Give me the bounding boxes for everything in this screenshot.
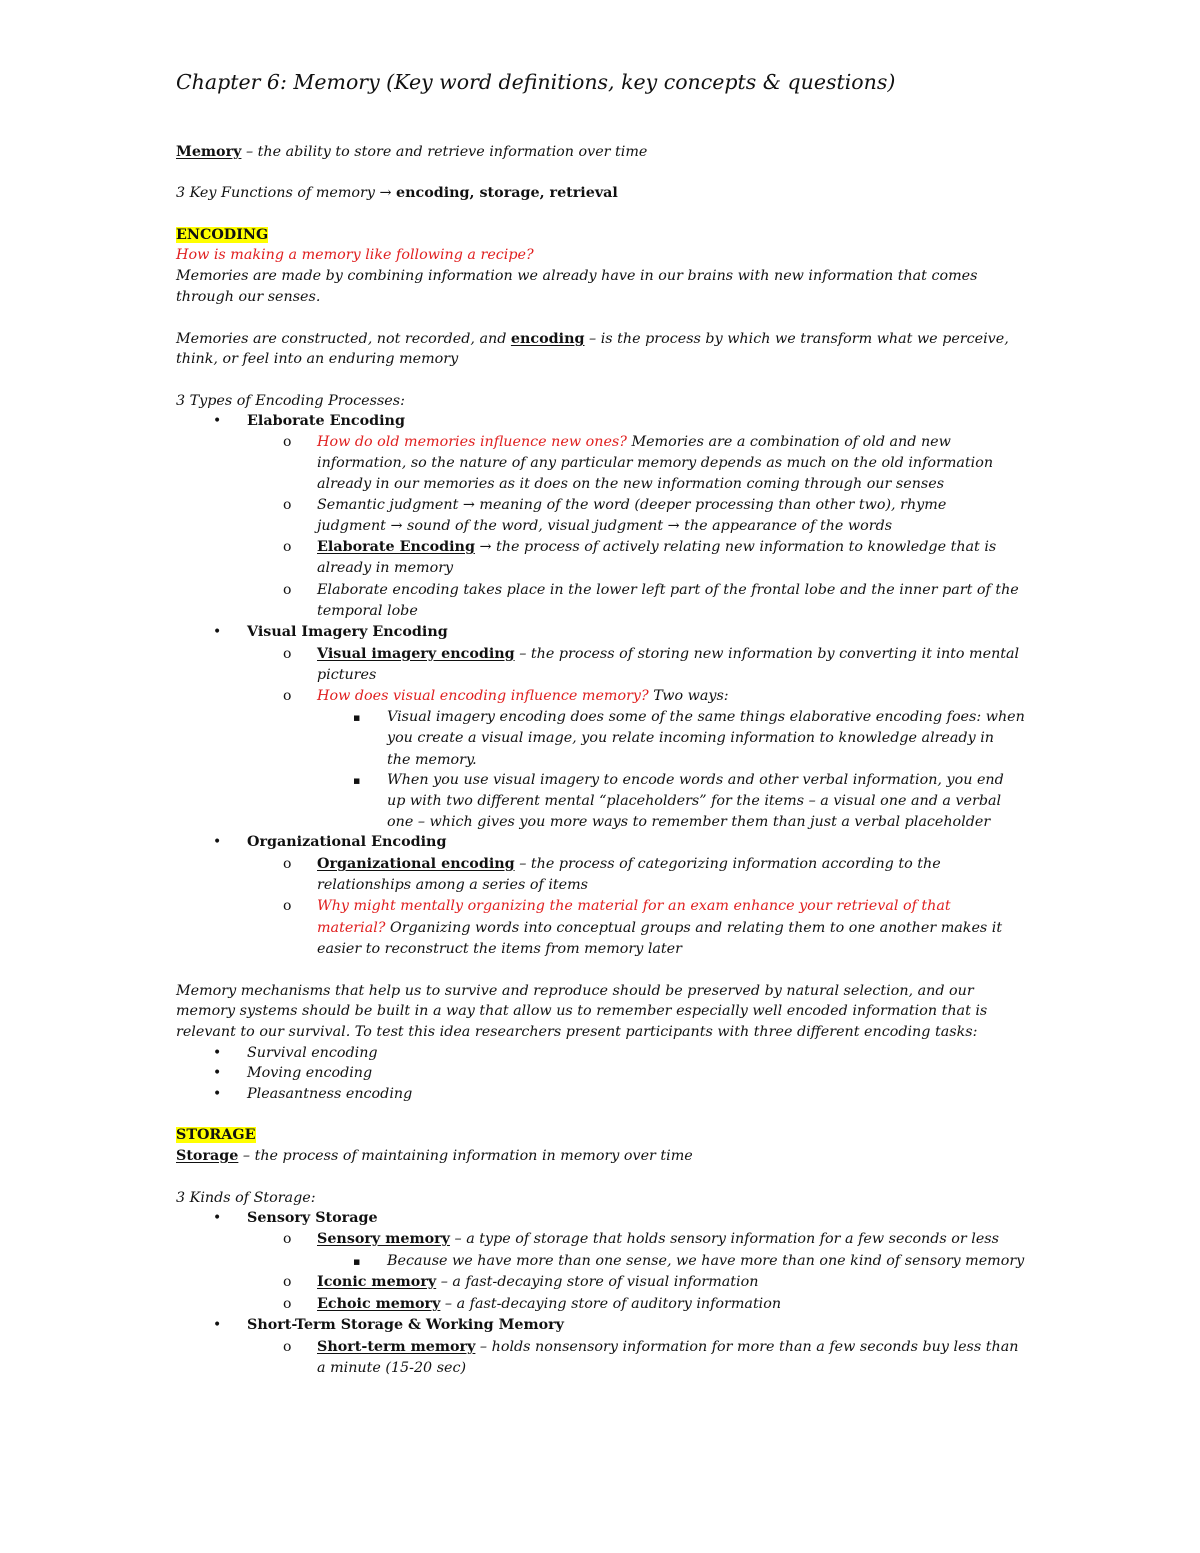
circle-bullet-icon: o <box>283 582 292 598</box>
bullet-icon: • <box>213 1210 222 1226</box>
visual-sub-2-line-2: up with two different mental “placeholders” for the items – a visual one and a verbal <box>387 793 1002 809</box>
elaborate-point-4: Elaborate encoding takes place in the lower left part of the frontal lobe and the inner part of the <box>317 582 1019 598</box>
circle-bullet-icon: o <box>283 1339 292 1355</box>
circle-bullet-icon: o <box>283 856 292 872</box>
memory-def-text: – the ability to store and retrieve information over time <box>241 144 648 160</box>
constructed-pre: Memories are constructed, not recorded, and <box>176 331 511 347</box>
storage-heading: STORAGE <box>176 1127 256 1143</box>
visual-sub-1-line-2: you create a visual image, you relate incoming information to knowledge already in <box>387 730 994 746</box>
memory-definition <box>176 142 647 163</box>
circle-bullet-icon: o <box>283 434 292 450</box>
constructed-post: – is the process by which we transform what we perceive, <box>584 331 1009 347</box>
elaborate-question: How do old memories influence new ones? <box>317 434 627 450</box>
organizational-heading: Organizational Encoding <box>247 834 447 850</box>
organizational-point-2-line-3: easier to reconstruct the items from memory later <box>317 941 682 957</box>
encoding-question: How is making a memory like following a recipe? <box>176 247 534 263</box>
page-title: Chapter 6: Memory (Key word definitions, key concepts & questions) <box>176 70 896 94</box>
constructed-line-2: think, or feel into an enduring memory <box>176 351 459 367</box>
encoding-heading-line <box>176 225 268 246</box>
visual-question: How does visual encoding influence memory? <box>317 688 649 704</box>
visual-point-1 <box>317 644 1019 665</box>
organizational-point-2-line-2 <box>317 918 1002 939</box>
organizational-question-end: material? <box>317 920 386 936</box>
visual-def: – the process of storing new information by converting it into mental <box>514 646 1020 662</box>
circle-bullet-icon: o <box>283 898 292 914</box>
elaborate-point-2: Semantic judgment → meaning of the word (deeper processing than other two), rhyme <box>317 497 947 513</box>
storage-def: – the process of maintaining information in memory over time <box>238 1148 693 1164</box>
bullet-icon: • <box>213 624 222 640</box>
organizational-answer: Organizing words into conceptual groups and relating them to one another makes it <box>385 920 1003 936</box>
organizational-point-1-line-2: relationships among a series of items <box>317 877 588 893</box>
iconic-def: – a fast-decaying store of visual information <box>436 1274 759 1290</box>
encoding-term: encoding <box>510 331 585 347</box>
square-bullet-icon: ▪ <box>353 1255 361 1268</box>
sensory-point-1 <box>317 1229 999 1250</box>
sensory-heading: Sensory Storage <box>247 1210 378 1226</box>
elaborate-point-3-line-2: already in memory <box>317 560 454 576</box>
elaborate-point-4-line-2: temporal lobe <box>317 603 418 619</box>
elaborate-term: Elaborate Encoding <box>317 539 475 555</box>
bullet-icon: • <box>213 1086 222 1102</box>
elaborate-point-1-line-2: information, so the nature of any particular memory depends as much on the old information <box>317 455 994 471</box>
echoic-def: – a fast-decaying store of auditory information <box>440 1296 782 1312</box>
circle-bullet-icon: o <box>283 1231 292 1247</box>
circle-bullet-icon: o <box>283 646 292 662</box>
encoding-answer-line-2: through our senses. <box>176 289 321 305</box>
constructed-line-1 <box>176 329 1009 350</box>
bullet-icon: • <box>213 1317 222 1333</box>
organizational-point-1 <box>317 854 941 875</box>
circle-bullet-icon: o <box>283 1296 292 1312</box>
sensory-term: Sensory memory <box>317 1231 450 1247</box>
short-term-point-1-line-2: a minute (15-20 sec) <box>317 1360 467 1376</box>
visual-sub-2-line-3: one – which gives you more ways to remember them than just a verbal placeholder <box>387 814 991 830</box>
iconic-term: Iconic memory <box>317 1274 437 1290</box>
visual-sub-1: Visual imagery encoding does some of the same things elaborative encoding foes: when <box>387 709 1025 725</box>
square-bullet-icon: ▪ <box>353 774 361 787</box>
visual-term: Visual imagery encoding <box>317 646 515 662</box>
visual-answer: Two ways: <box>648 688 729 704</box>
circle-bullet-icon: o <box>283 688 292 704</box>
storage-term: Storage <box>176 1148 239 1164</box>
elaborate-point-2-line-2: judgment → sound of the word, visual judgment → the appearance of the words <box>317 518 893 534</box>
short-term-term: Short-term memory <box>317 1339 476 1355</box>
storage-definition <box>176 1146 693 1167</box>
elaborate-heading: Elaborate Encoding <box>247 413 405 429</box>
sensory-sub-1: Because we have more than one sense, we have more than one kind of sensory memory <box>387 1253 1025 1269</box>
square-bullet-icon: ▪ <box>353 711 361 724</box>
elaborate-point-3 <box>317 537 996 558</box>
bullet-icon: • <box>213 1065 222 1081</box>
visual-heading: Visual Imagery Encoding <box>247 624 448 640</box>
mechanisms-line-1: Memory mechanisms that help us to survive and reproduce should be preserved by natural selection, and our <box>176 983 974 999</box>
elaborate-answer: Memories are a combination of old and new <box>626 434 951 450</box>
circle-bullet-icon: o <box>283 497 292 513</box>
mechanisms-line-2: memory systems should be built in a way that allow us to remember especially well encoded information that is <box>176 1003 988 1019</box>
key-functions-prefix: 3 Key Functions of memory <box>176 185 380 201</box>
echoic-term: Echoic memory <box>317 1296 441 1312</box>
storage-heading-line <box>176 1125 256 1146</box>
key-functions-items: encoding, storage, retrieval <box>396 185 618 201</box>
short-term-point-1 <box>317 1337 1018 1358</box>
circle-bullet-icon: o <box>283 539 292 555</box>
encoding-answer-line-1: Memories are made by combining information we already have in our brains with new information that comes <box>176 268 978 284</box>
task-item: Survival encoding <box>247 1045 378 1061</box>
arrow-icon: → <box>379 185 392 201</box>
elaborate-def: → the process of actively relating new information to knowledge that is <box>474 539 997 555</box>
visual-sub-2: When you use visual imagery to encode words and other verbal information, you end <box>387 772 1004 788</box>
elaborate-point-1 <box>317 432 951 453</box>
short-term-heading: Short-Term Storage & Working Memory <box>247 1317 564 1333</box>
kinds-intro: 3 Kinds of Storage: <box>176 1190 316 1206</box>
encoding-heading: ENCODING <box>176 227 269 243</box>
bullet-icon: • <box>213 1045 222 1061</box>
elaborate-point-1-line-3: already in our memories as it does on the new information coming through our senses <box>317 476 945 492</box>
bullet-icon: • <box>213 834 222 850</box>
organizational-def: – the process of categorizing information according to the <box>514 856 941 872</box>
sensory-def: – a type of storage that holds sensory information for a few seconds or less <box>449 1231 999 1247</box>
task-item: Moving encoding <box>247 1065 373 1081</box>
memory-term: Memory <box>176 144 242 160</box>
types-intro: 3 Types of Encoding Processes: <box>176 393 405 409</box>
visual-point-1-line-2: pictures <box>317 667 377 683</box>
sensory-point-2 <box>317 1272 758 1293</box>
visual-sub-1-line-3: the memory. <box>387 752 477 768</box>
visual-point-2 <box>317 686 729 707</box>
short-term-def: – holds nonsensory information for more than a few seconds buy less than <box>475 1339 1019 1355</box>
sensory-point-3 <box>317 1294 781 1315</box>
mechanisms-line-3: relevant to our survival. To test this idea researchers present participants with three different encoding tasks: <box>176 1024 978 1040</box>
key-functions-line <box>176 183 618 204</box>
organizational-term: Organizational encoding <box>317 856 515 872</box>
bullet-icon: • <box>213 413 222 429</box>
task-item: Pleasantness encoding <box>247 1086 413 1102</box>
organizational-question: Why might mentally organizing the material for an exam enhance your retrieval of that <box>317 898 951 914</box>
circle-bullet-icon: o <box>283 1274 292 1290</box>
